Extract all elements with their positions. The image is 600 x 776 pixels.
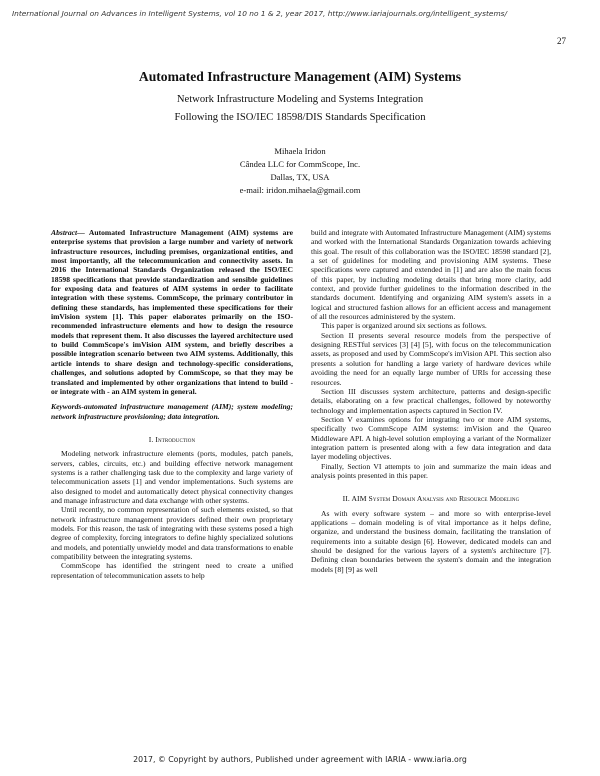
journal-header: International Journal on Advances in Intelligent Systems, vol 10 no 1 & 2, year 2017, http://www.iariajournals.org/intelligent_systems/ [12, 9, 508, 18]
keywords: Keywords-automated infrastructure management (AIM); system modeling; network infrastructure provisioning; data integration. [51, 402, 293, 421]
left-column [51, 228, 293, 580]
paper-subtitle-2: Following the ISO/IEC 18598/DIS Standards Specification [174, 112, 426, 123]
section-heading-domain-analysis: II. AIM System Domain Analysis and Resource Modeling [342, 494, 520, 504]
page-number: 27 [557, 36, 566, 46]
author-location: Dallas, TX, USA [270, 172, 330, 182]
copyright-footer: 2017, © Copyright by authors, Published under agreement with IARIA - www.iaria.org [133, 755, 467, 764]
abstract-text: — Automated Infrastructure Management (AIM) systems are enterprise systems that provision a large number and variety of network infrastructure resources, including premises, organizational entities, and most importantly, all the telecommunication and connectivity assets. In 2016 the International Standards Organization released the ISO/IEC 18598 specifications that provide standardization and sensible guidelines for exposing data and features of AIM systems in order to facilitate integration with these systems. CommScope, the primary contributor in defining these standards, has implemented these specifications for their imVision system [1]. This paper elaborates primarily on the ISO-recommended infrastructure elements and how to design the resource models that represent them. It also discusses the layered architecture used to build CommScope's imVision AIM system, and briefly describes a possible integration scenario between two AIM systems. Additionally, this article intends to share design and technology-specific considerations, challenges, and solutions adopted by CommScope, so that they may be translated and implemented by other organizations that intend to build - or integrate with - an AIM system in general. [51, 228, 293, 396]
author-name: Mihaela Iridon [274, 146, 326, 156]
paragraph: This paper is organized around six sections as follows. [321, 321, 487, 331]
paragraph: As with every software system – and more so with enterprise-level applications – domain modeling is of vital importance as it helps define, organize, and understand the business domain, facilitating the translation of requirements into a suitable design [6]. However, dedicated models can and should be designed for the various layers of a system's architecture [7]. Defining clean boundaries between the system's domain and the integration models [8] [9] as well [311, 508, 551, 574]
right-column [311, 228, 551, 574]
author-email: e-mail: iridon.mihaela@gmail.com [239, 185, 361, 195]
abstract-lead: Abstract [51, 228, 78, 237]
author-affiliation: Cândea LLC for CommScope, Inc. [239, 159, 361, 169]
section-heading-introduction: I. Introduction [148, 434, 196, 444]
paragraph: Section III discusses system architecture, patterns and design-specific details, elaborating on a few practical challenges, followed by noteworthy technology and implementation aspects captured in Section IV. [311, 386, 551, 415]
paragraph: Section II presents several resource models from the perspective of designing RESTful services [3] [4] [5], with focus on the telecommunication assets, as proposed and used by CommScope's imVision API. This section also presents a solution for handling a large variety of hardware devices while avoiding the need for an equally large number of URIs for accessing these resources. [311, 330, 551, 387]
abstract [51, 228, 293, 396]
paragraph: Finally, Section VI attempts to join and summarize the main ideas and analysis points presented in this paper. [311, 461, 551, 480]
paragraph: build and integrate with Automated Infrastructure Management (AIM) systems and worked with the International Standards Organization towards achieving this goal. The result of this collaboration was the ISO/IEC 18598 standard [2], a set of guidelines for modeling and provisioning AIM systems. These specifications were captured and extended in [1] and are also the main focus of this paper, by including modeling details that bring more clarity, add context, and provide further guidelines to the information described in the standards document. Identifying and organizing AIM system's assets in a logical and structured fashion allows for an efficient access and management of all the resources administered by the system. [311, 228, 551, 322]
paragraph: Modeling network infrastructure elements (ports, modules, patch panels, servers, cables, circuits, etc.) and building effective network management systems is a rather challenging task due to the complexity and large variety of telecommunication assets [1] and vendor implementations. Such systems are also designed to model and automatically detect physical connectivity changes and manage infrastructure and data exchange with other systems. [51, 449, 293, 505]
paragraph: Until recently, no common representation of such elements existed, so that network infrastructure management providers defined their own proprietary models. For this reason, the task of integrating with these systems posed a high degree of complexity, forcing integrators to define highly specialized solutions and models, and potentially unwieldy model and data transformations to enable compatibility between the integrating systems. [51, 505, 293, 561]
paragraph: Section V examines options for integrating two or more AIM systems, specifically two CommScope AIM systems: imVision and the Quareo Middleware API. A high-level solution employing a variant of the Normalizer integration pattern is presented along with a few data integration and data layer modeling objectives. [311, 414, 551, 462]
paper-title: Automated Infrastructure Management (AIM) Systems [138, 69, 462, 84]
paragraph: CommScope has identified the stringent need to create a unified representation of telecommunication assets to help [51, 561, 293, 580]
paper-subtitle-1: Network Infrastructure Modeling and Systems Integration [176, 94, 424, 105]
